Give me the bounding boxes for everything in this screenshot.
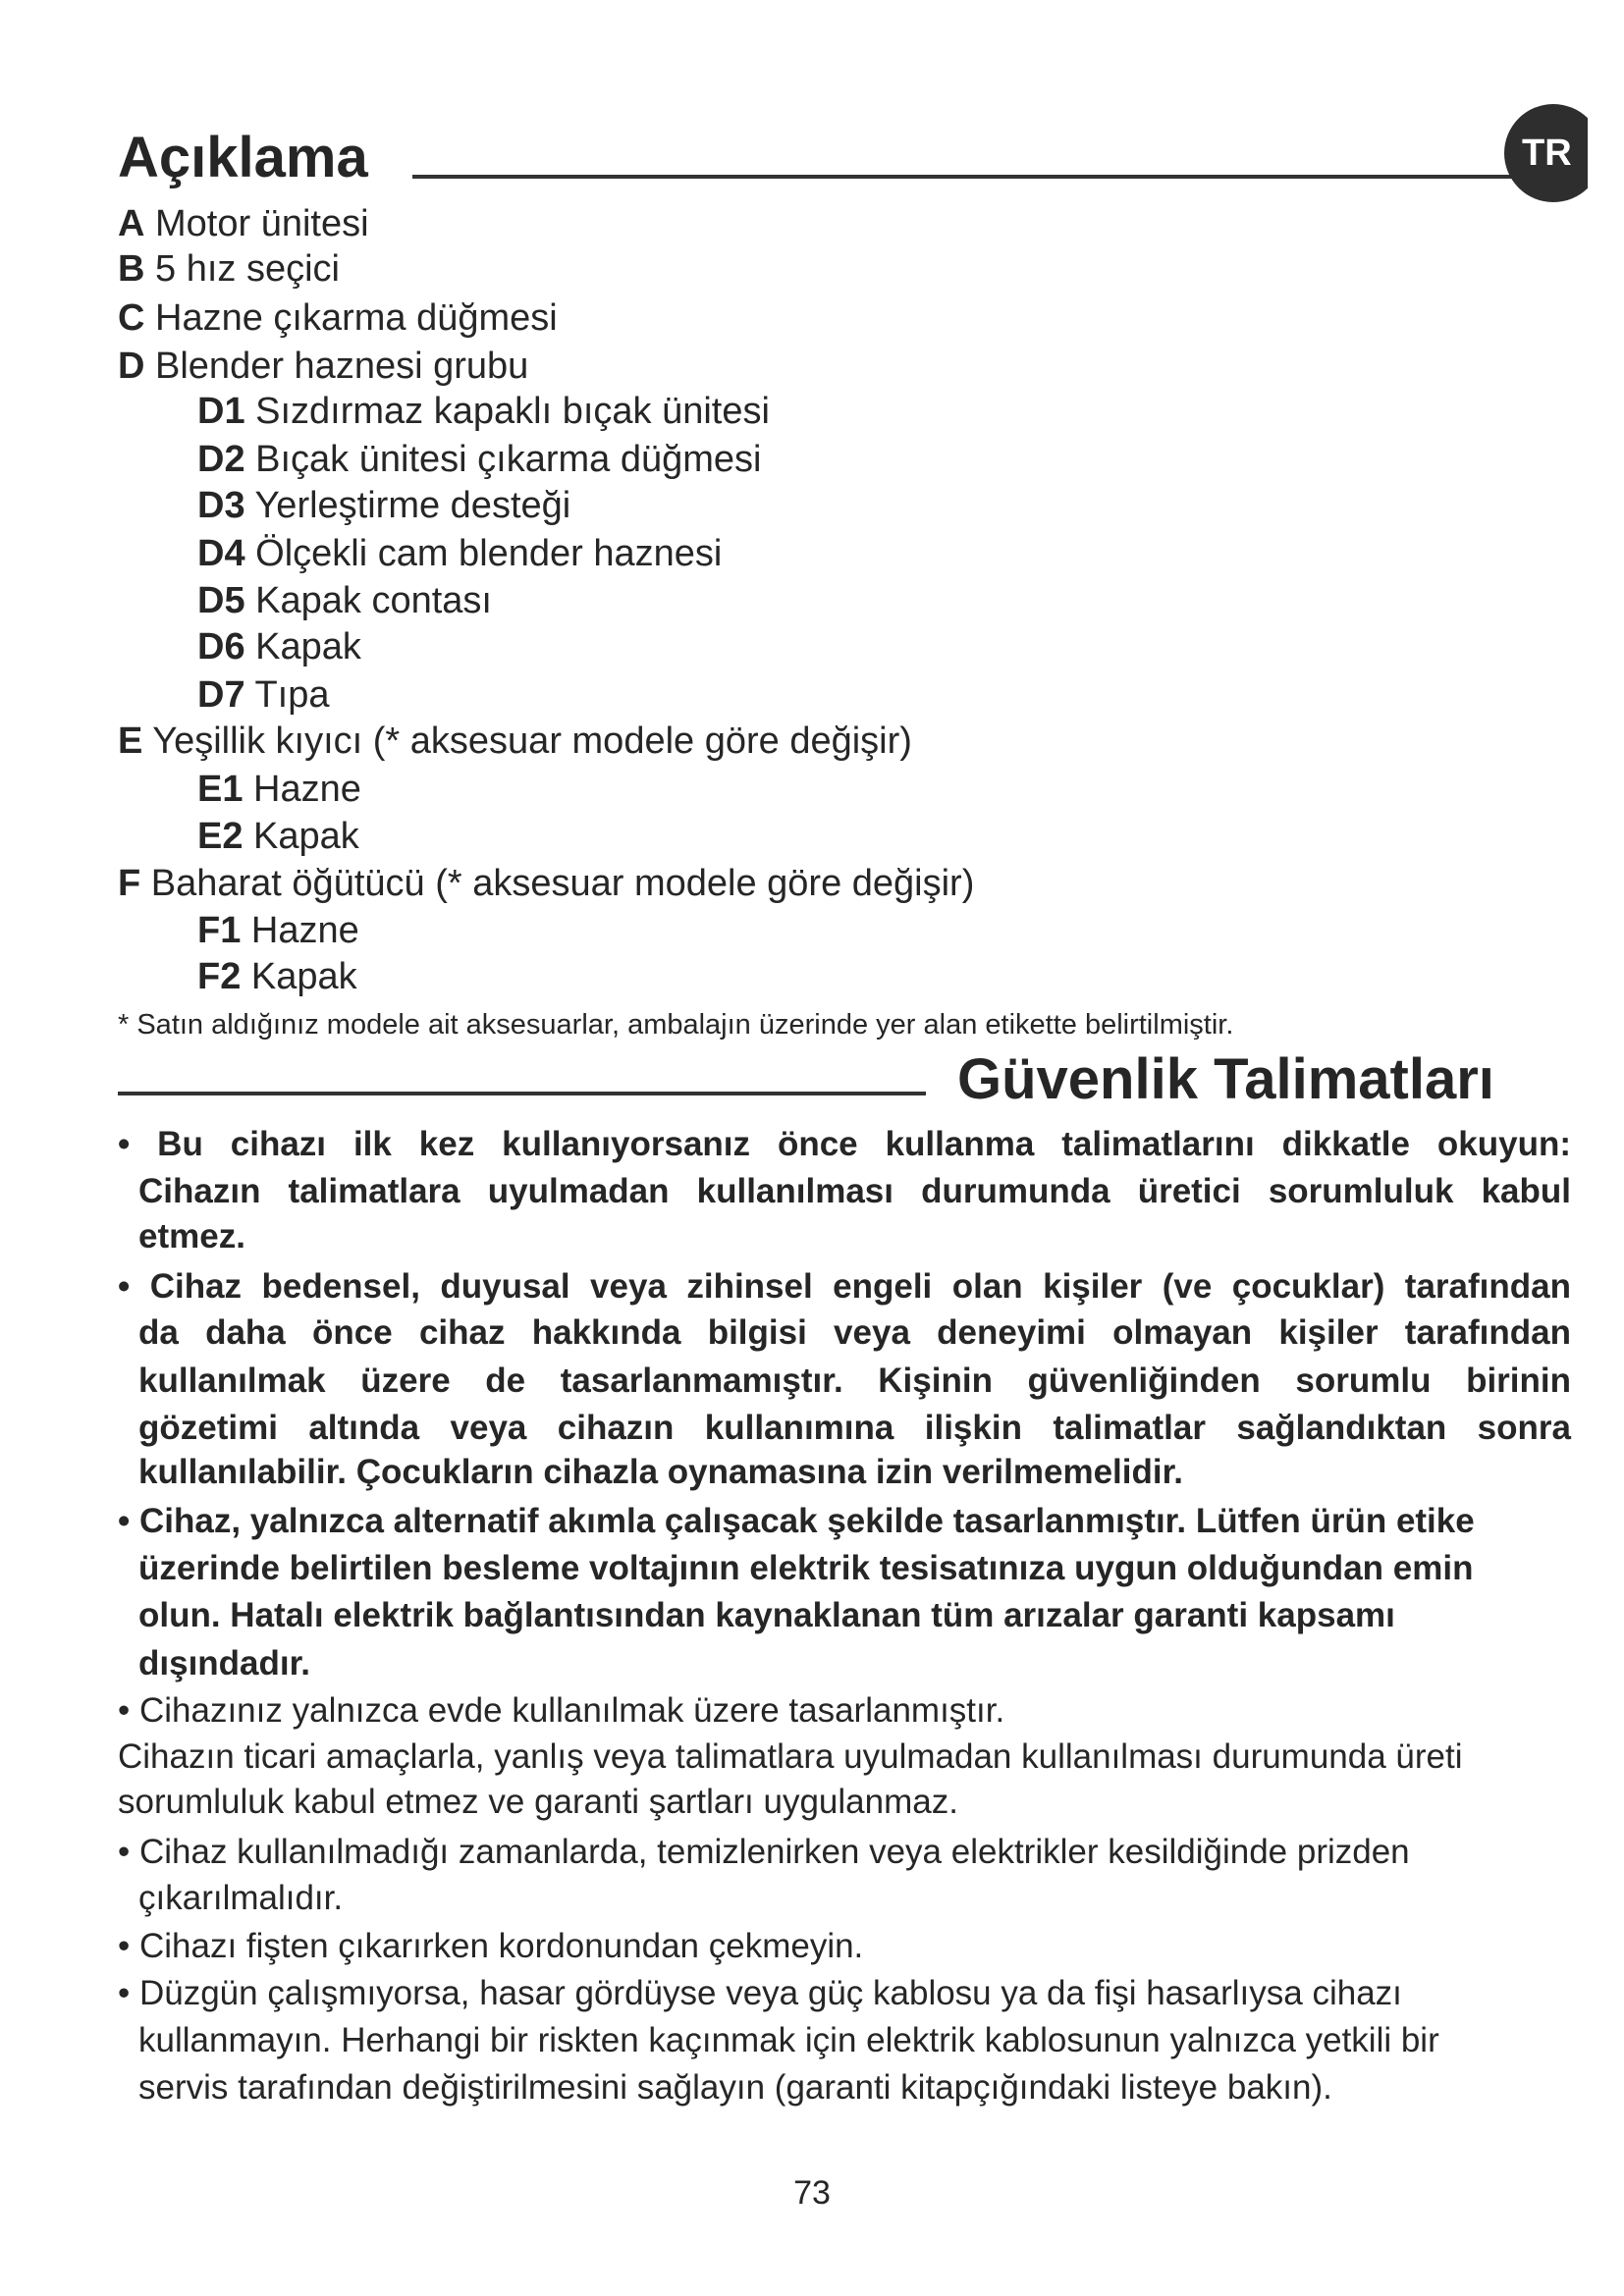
part-label: Hazne çıkarma düğmesi <box>144 297 558 339</box>
part-key: D7 <box>197 674 245 716</box>
instruction-line: çıkarılmalıdır. <box>138 1879 344 1917</box>
part-item <box>118 721 912 761</box>
instruction-line: dışındadır. <box>138 1644 311 1682</box>
part-item <box>118 864 974 903</box>
part-label: Baharat öğütücü (* aksesuar modele göre değişir) <box>140 863 975 904</box>
part-item <box>197 770 361 809</box>
part-label: Motor ünitesi <box>144 203 369 244</box>
part-label: Kapak <box>243 816 359 857</box>
instruction-line: sorumluluk kabul etmez ve garanti şartları uygulanmaz. <box>118 1783 958 1821</box>
part-key: E <box>118 721 143 762</box>
instruction-line: • Düzgün çalışmıyorsa, hasar gördüyse veya güç kablosu ya da fişi hasarlıysa cihazı <box>118 1974 1402 2012</box>
instruction-line: • Cihaz kullanılmadığı zamanlarda, temizlenirken veya elektrikler kesildiğinde prizden <box>118 1833 1410 1871</box>
instruction-line: üzerinde belirtilen besleme voltajının elektrik tesisatınıza uygun olduğundan emin <box>138 1549 1474 1587</box>
part-label: Kapak contası <box>244 580 492 621</box>
instruction-line: etmez. <box>138 1217 245 1255</box>
part-label: 5 hız seçici <box>144 248 340 290</box>
part-key: F1 <box>197 910 242 951</box>
part-item <box>197 486 570 525</box>
part-key: D3 <box>197 485 245 526</box>
part-label: Tıpa <box>244 674 330 716</box>
section-title-safety: Güvenlik Talimatları <box>957 1047 1494 1111</box>
part-key: D5 <box>197 580 245 621</box>
title-rule <box>412 175 1517 179</box>
footnote: * Satın aldığınız modele ait aksesuarlar, ambalajın üzerinde yer alan etikette belirtilmiştir. <box>118 1009 1234 1041</box>
instruction-line: servis tarafından değiştirilmesini sağlayın (garanti kitapçığındaki listeye bakın). <box>138 2068 1332 2107</box>
part-key: D2 <box>197 439 245 480</box>
part-label: Kapak <box>244 626 361 667</box>
part-item <box>197 817 359 856</box>
part-key: B <box>118 248 145 290</box>
section-title-description: Açıklama <box>118 126 368 189</box>
instruction-line: • Bu cihazı ilk kez kullanıyorsanız önce kullanma talimatlarını dikkatle okuyun: <box>118 1125 1571 1163</box>
part-key: F2 <box>197 956 242 997</box>
part-key: F <box>118 863 141 904</box>
part-key: D4 <box>197 533 245 574</box>
part-label: Hazne <box>243 769 361 810</box>
part-item <box>197 534 722 573</box>
part-item <box>118 298 558 338</box>
part-item <box>197 957 357 996</box>
part-label: Yerleştirme desteği <box>244 485 571 526</box>
instruction-line: • Cihazı fişten çıkarırken kordonundan çekmeyin. <box>118 1927 864 1965</box>
part-item <box>118 347 528 386</box>
part-item <box>197 392 770 431</box>
part-label: Sızdırmaz kapaklı bıçak ünitesi <box>244 391 770 432</box>
instruction-line: kullanılabilir. Çocukların cihazla oynamasına izin verilmemelidir. <box>138 1453 1184 1491</box>
part-item <box>118 204 369 243</box>
instruction-line: • Cihaz bedensel, duyusal veya zihinsel engeli olan kişiler (ve çocuklar) tarafından <box>118 1267 1571 1306</box>
part-key: E2 <box>197 816 244 857</box>
part-key: E1 <box>197 769 244 810</box>
instruction-line: Cihazın ticari amaçlarla, yanlış veya talimatlara uyulmadan kullanılması durumunda üreti <box>118 1737 1463 1776</box>
part-key: D <box>118 346 145 387</box>
part-label: Blender haznesi grubu <box>144 346 529 387</box>
part-key: A <box>118 203 145 244</box>
title-rule <box>118 1092 926 1095</box>
instruction-line: • Cihazınız yalnızca evde kullanılmak üzere tasarlanmıştır. <box>118 1691 1005 1730</box>
instruction-line: kullanılmak üzere de tasarlanmamıştır. Kişinin güvenliğinden sorumlu birinin <box>138 1362 1571 1400</box>
language-badge: TR <box>1504 104 1588 202</box>
part-label: Ölçekli cam blender haznesi <box>244 533 723 574</box>
part-item <box>197 627 361 667</box>
part-key: D1 <box>197 391 245 432</box>
part-label: Yeşillik kıyıcı (* aksesuar modele göre değişir) <box>142 721 912 762</box>
part-item <box>197 440 761 479</box>
instruction-line: da daha önce cihaz hakkında bilgisi veya deneyimi olmayan kişiler tarafından <box>138 1313 1571 1352</box>
instruction-line: olun. Hatalı elektrik bağlantısından kaynaklanan tüm arızalar garanti kapsamı <box>138 1596 1395 1634</box>
part-key: D6 <box>197 626 245 667</box>
part-item <box>197 581 492 620</box>
part-item <box>197 911 359 950</box>
part-label: Kapak <box>241 956 357 997</box>
part-label: Hazne <box>241 910 359 951</box>
instruction-line: kullanmayın. Herhangi bir riskten kaçınmak için elektrik kablosunun yalnızca yetkili bir <box>138 2021 1439 2059</box>
instruction-line: Cihazın talimatlara uyulmadan kullanılması durumunda üretici sorumluluk kabul <box>138 1172 1571 1210</box>
part-item <box>197 675 330 715</box>
instruction-line: gözetimi altında veya cihazın kullanımına ilişkin talimatlar sağlandıktan sonra <box>138 1409 1571 1447</box>
page-number: 73 <box>793 2174 831 2212</box>
instruction-line: • Cihaz, yalnızca alternatif akımla çalışacak şekilde tasarlanmıştır. Lütfen ürün etike <box>118 1502 1475 1540</box>
part-label: Bıçak ünitesi çıkarma düğmesi <box>244 439 762 480</box>
part-key: C <box>118 297 145 339</box>
part-item <box>118 249 340 289</box>
